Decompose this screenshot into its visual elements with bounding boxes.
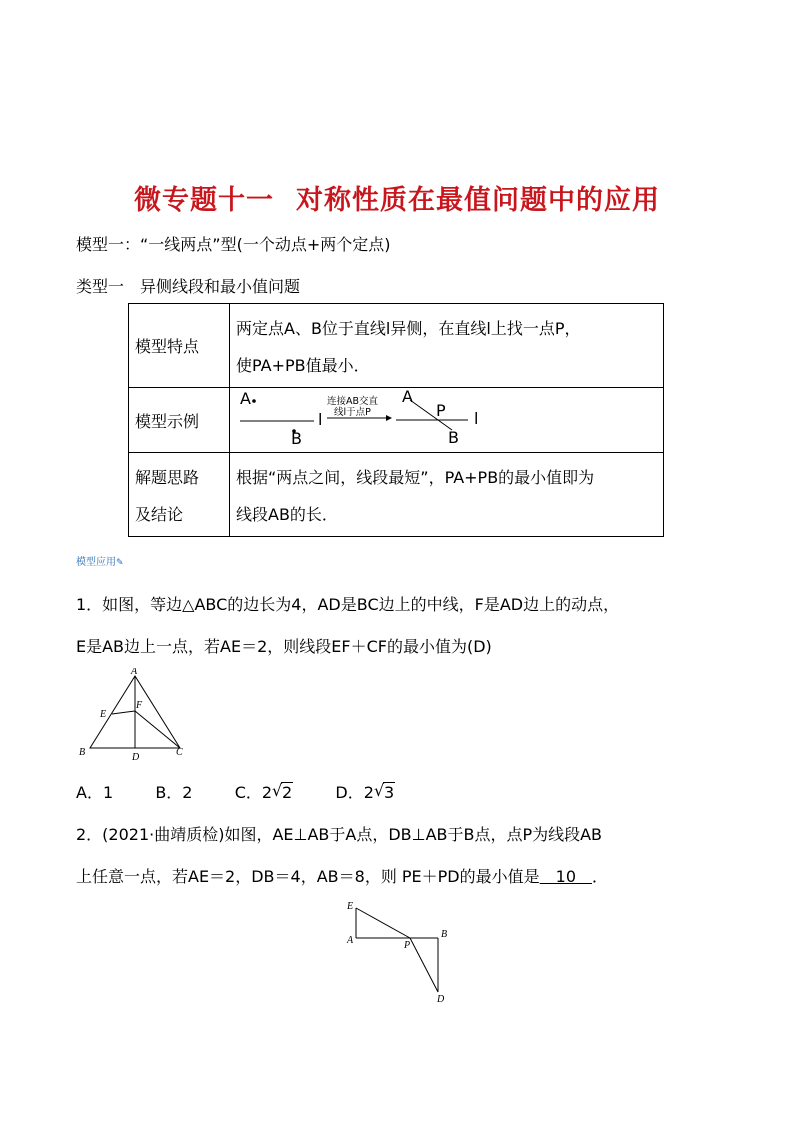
label-a: A xyxy=(347,935,354,946)
row-content xyxy=(230,304,664,388)
label-b: B xyxy=(441,929,448,940)
label-f: F xyxy=(136,700,143,711)
model-table xyxy=(128,303,664,537)
table-row xyxy=(129,304,664,388)
row-label: 模型示例 xyxy=(129,388,230,453)
label-e: E xyxy=(347,901,354,912)
type-heading: 类型一 异侧线段和最小值问题 xyxy=(76,277,301,296)
option-b: B．2 xyxy=(155,783,193,802)
row-line: 使PA+PB值最小． xyxy=(236,355,370,375)
label-a: A xyxy=(131,668,138,677)
title-sub: 对称性质在最值问题中的应用 xyxy=(296,185,660,216)
segment-fc xyxy=(135,711,180,748)
option-c-prefix: C．2 xyxy=(234,783,273,802)
badge-label: 模型应用 xyxy=(76,557,116,568)
row-label-line: 及结论 xyxy=(135,504,184,524)
label-p: P xyxy=(436,401,446,420)
sqrt-symbol: √ 3 xyxy=(373,781,395,802)
q1-line2: E是AB边上一点，若AE＝2，则线段EF＋CF的最小值为(D) xyxy=(76,637,492,656)
option-d xyxy=(335,783,395,802)
segment-pd xyxy=(410,938,438,992)
label-b: B xyxy=(291,429,302,448)
model-application-badge xyxy=(76,553,124,568)
row-content xyxy=(230,453,664,537)
label-d: D xyxy=(132,752,140,763)
q2-line2-text: 上任意一点，若AE＝2，DB＝4，AB＝8，则 PE＋PD的最小值是 xyxy=(76,867,540,886)
q1-figure xyxy=(74,668,194,764)
label-p: P xyxy=(404,940,411,951)
row-label: 模型特点 xyxy=(129,304,230,388)
option-d-prefix: D．2 xyxy=(335,783,374,802)
row-label-line: 解题思路 xyxy=(135,467,200,487)
label-l2: l xyxy=(474,409,479,428)
q2-figure xyxy=(340,896,460,1006)
model-heading: 模型一：“一线两点”型(一个动点+两个定点) xyxy=(76,235,391,254)
point-a xyxy=(252,399,256,403)
table-row xyxy=(129,388,664,453)
segment-ef xyxy=(112,711,135,714)
row-line: 两定点A、B位于直线l异侧，在直线l上找一点P， xyxy=(236,318,581,338)
label-d: D xyxy=(437,994,445,1005)
label-c: C xyxy=(176,747,183,758)
option-c-radicand: 2 xyxy=(282,783,293,802)
option-a: A．1 xyxy=(76,783,114,802)
arrow-text: 连接AB交直 xyxy=(327,396,379,407)
q1-options xyxy=(76,780,395,803)
row-label xyxy=(129,453,230,537)
option-d-radicand: 3 xyxy=(383,783,395,802)
table-row xyxy=(129,453,664,537)
row-line: 线段AB的长． xyxy=(236,504,338,524)
q2-answer: 10 xyxy=(539,867,593,886)
label-a2: A xyxy=(402,388,413,406)
q1-line1: 1．如图，等边△ABC的边长为4，AD是BC边上的中线，F是AD边上的动点， xyxy=(76,595,620,614)
segment-ab xyxy=(410,400,452,430)
q2-line2-end: ． xyxy=(592,867,609,886)
label-l: l xyxy=(318,410,323,429)
page-title xyxy=(0,178,794,217)
q2-line1: 2．(2021·曲靖质检)如图，AE⊥AB于A点，DB⊥AB于B点，点P为线段AB xyxy=(76,825,603,844)
pencil-icon: ✎ xyxy=(116,558,124,568)
sqrt-symbol: √ 2 xyxy=(272,781,293,802)
option-c xyxy=(235,783,294,802)
arrow-text: 线l于点P xyxy=(334,407,371,418)
label-b2: B xyxy=(448,428,459,447)
label-b: B xyxy=(79,747,86,758)
model-example-figure xyxy=(230,388,660,448)
arrow-head xyxy=(386,415,392,421)
segment-ep xyxy=(356,908,410,938)
row-content xyxy=(230,388,664,453)
title-main: 微专题十一 xyxy=(134,185,274,216)
label-a: A xyxy=(240,389,251,408)
q2-line2 xyxy=(76,864,608,887)
label-e: E xyxy=(100,709,107,720)
row-line: 根据“两点之间，线段最短”，PA+PB的最小值即为 xyxy=(236,467,595,487)
